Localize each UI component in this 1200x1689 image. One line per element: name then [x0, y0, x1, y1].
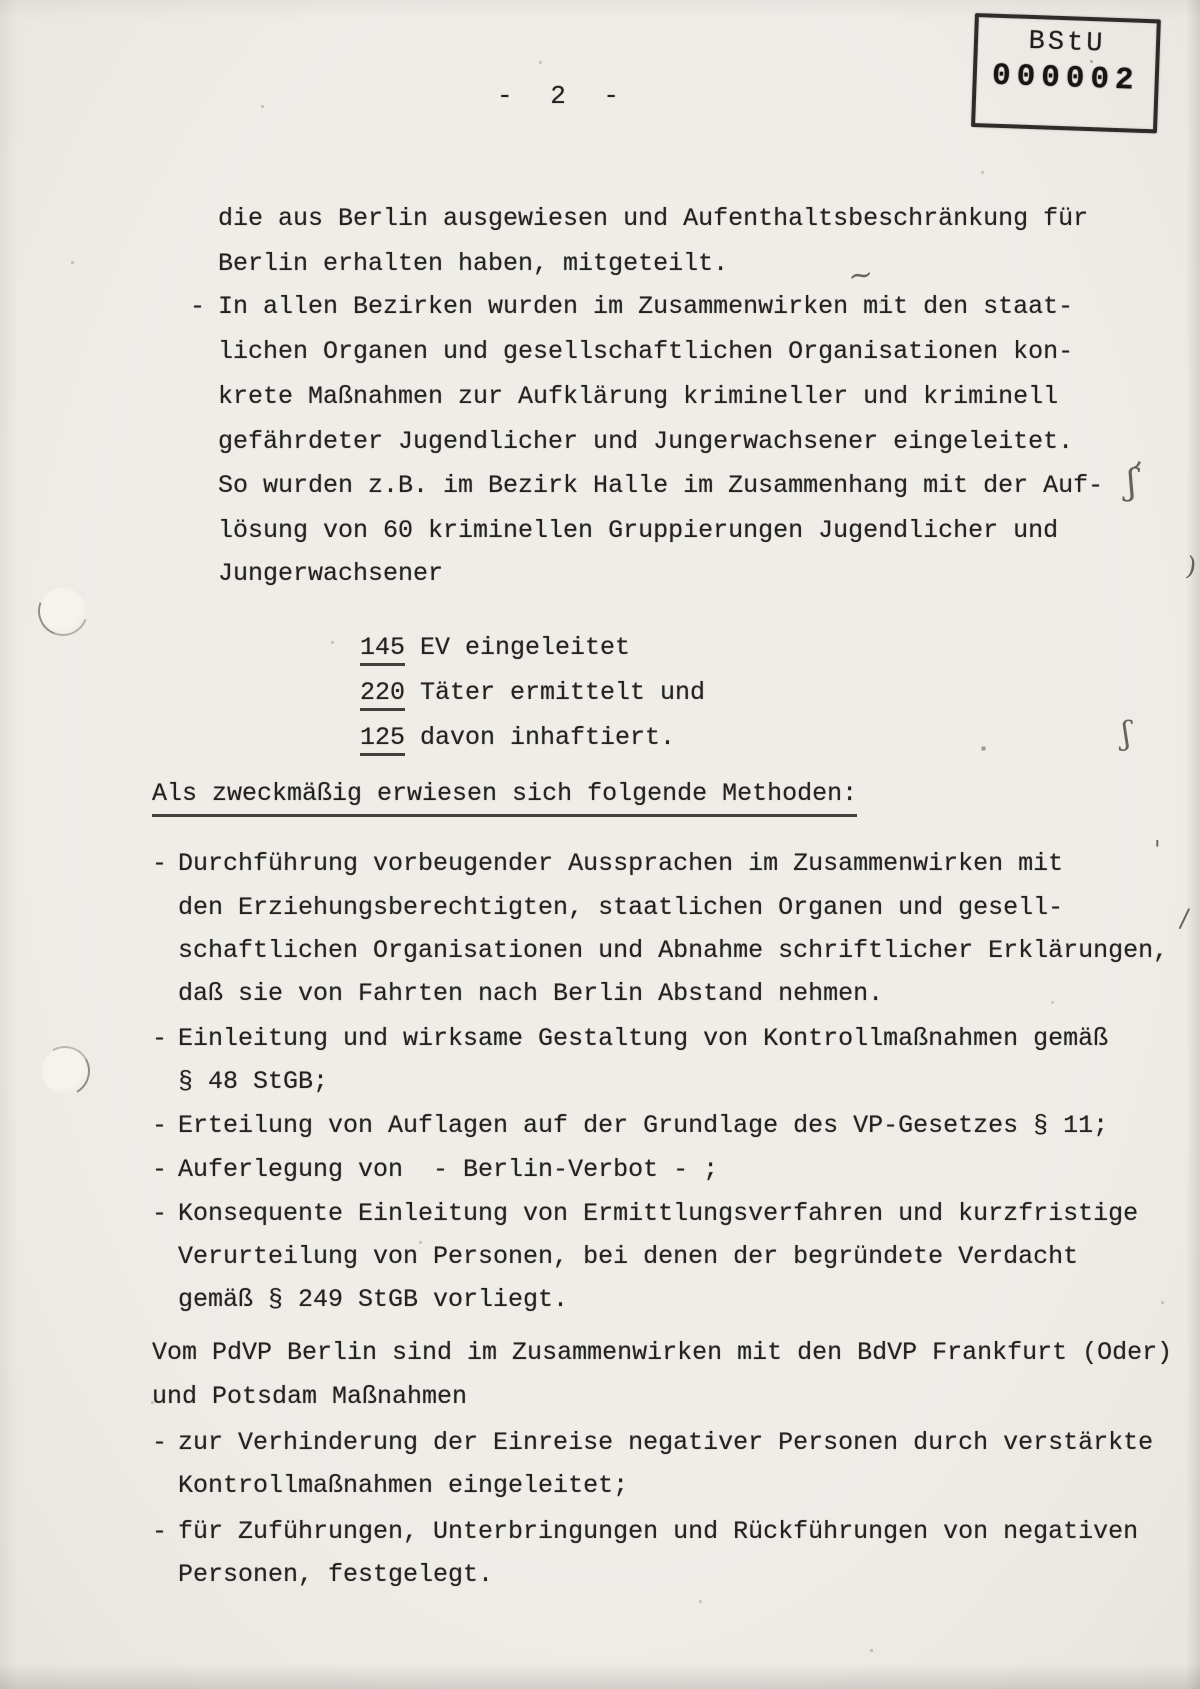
text-line: krete Maßnahmen zur Aufklärung krimineller und kriminell — [218, 382, 1059, 411]
text-line: Jungerwachsener — [218, 559, 444, 588]
bullet-dash: - — [152, 1428, 168, 1457]
stat-line — [360, 670, 705, 715]
stamp-org-label: BStU — [1028, 26, 1106, 60]
pencil-slash-mark: / — [1177, 903, 1191, 935]
text-line: Durchführung vorbeugender Aussprachen im Zusammenwirken mit — [178, 849, 1064, 878]
stat-label: davon inhaftiert. — [405, 723, 676, 752]
text-line: gefährdeter Jugendlicher und Jungerwachsener eingeleitet. — [218, 427, 1074, 456]
text-line: Auferlegung von - Berlin-Verbot - ; — [178, 1155, 719, 1184]
text-line: schaftlichen Organisationen und Abnahme schriftlicher Erklärungen, — [178, 936, 1169, 965]
bullet-dash: - — [152, 849, 168, 878]
stamp-serial-number: 000002 — [991, 58, 1141, 99]
stat-label: Täter ermittelt und — [405, 678, 706, 707]
stat-value: 145 — [360, 633, 405, 666]
paper-speckles — [0, 0, 1, 1]
text-line: Konsequente Einleitung von Ermittlungsverfahren und kurzfristige — [178, 1199, 1139, 1228]
punch-hole — [42, 1048, 88, 1094]
handwritten-squiggle-mark: ʃ — [1125, 461, 1139, 504]
text-line: Personen, festgelegt. — [178, 1560, 494, 1589]
bullet-dash: - — [152, 1517, 168, 1546]
text-line: § 48 StGB; — [178, 1067, 329, 1096]
text-line: Vom PdVP Berlin sind im Zusammenwirken mit den BdVP Frankfurt (Oder) — [152, 1338, 1173, 1367]
handwritten-tilde-mark: ~ — [845, 256, 876, 295]
bullet-dash: - — [152, 1111, 168, 1140]
text-line: zur Verhinderung der Einreise negativer Personen durch verstärkte — [178, 1428, 1154, 1457]
bstu-stamp — [971, 13, 1161, 133]
text-line: So wurden z.B. im Bezirk Halle im Zusammenhang mit der Auf- — [218, 471, 1104, 500]
text-line: daß sie von Fahrten nach Berlin Abstand nehmen. — [178, 979, 884, 1008]
text-line: Einleitung und wirksame Gestaltung von Kontrollmaßnahmen gemäß — [178, 1024, 1109, 1053]
text-line: die aus Berlin ausgewiesen und Aufenthaltsbeschränkung für — [218, 204, 1089, 233]
section-heading-text: Als zweckmäßig erwiesen sich folgende Methoden: — [152, 779, 857, 817]
section-heading — [152, 771, 857, 816]
text-line: lösung von 60 kriminellen Gruppierungen Jugendlicher und — [218, 516, 1059, 545]
text-line: Kontrollmaßnahmen eingeleitet; — [178, 1471, 629, 1500]
bullet-dash: - — [152, 1199, 168, 1228]
handwritten-paren-mark: ) — [1183, 551, 1199, 583]
text-line: für Zuführungen, Unterbringungen und Rückführungen von negativen — [178, 1517, 1139, 1546]
text-line: den Erziehungsberechtigten, staatlichen Organen und gesell- — [178, 893, 1064, 922]
stat-label: EV eingeleitet — [405, 633, 631, 662]
bullet-dash: - — [152, 1024, 168, 1053]
text-line: Berlin erhalten haben, mitgeteilt. — [218, 249, 729, 278]
stat-line — [360, 625, 630, 670]
page-number: - 2 - — [497, 81, 631, 111]
text-line: gemäß § 249 StGB vorliegt. — [178, 1285, 569, 1314]
bullet-dash: - — [190, 292, 206, 321]
handwritten-comma-mark: , — [1131, 437, 1150, 474]
bullet-dash: - — [152, 1155, 168, 1184]
text-line: lichen Organen und gesellschaftlichen Organisationen kon- — [218, 337, 1074, 366]
pencil-tick-mark: ' — [1154, 836, 1161, 864]
stat-line — [360, 715, 675, 760]
text-line: In allen Bezirken wurden im Zusammenwirken mit den staat- — [218, 292, 1074, 321]
punch-hole — [40, 588, 86, 634]
text-line: Erteilung von Auflagen auf der Grundlage des VP-Gesetzes § 11; — [178, 1111, 1109, 1140]
text-line: und Potsdam Maßnahmen — [152, 1382, 468, 1411]
stat-value: 125 — [360, 723, 405, 756]
text-line: Verurteilung von Personen, bei denen der begründete Verdacht — [178, 1242, 1079, 1271]
ink-squiggle-mark: ʃ — [1122, 714, 1131, 752]
stat-value: 220 — [360, 678, 405, 711]
